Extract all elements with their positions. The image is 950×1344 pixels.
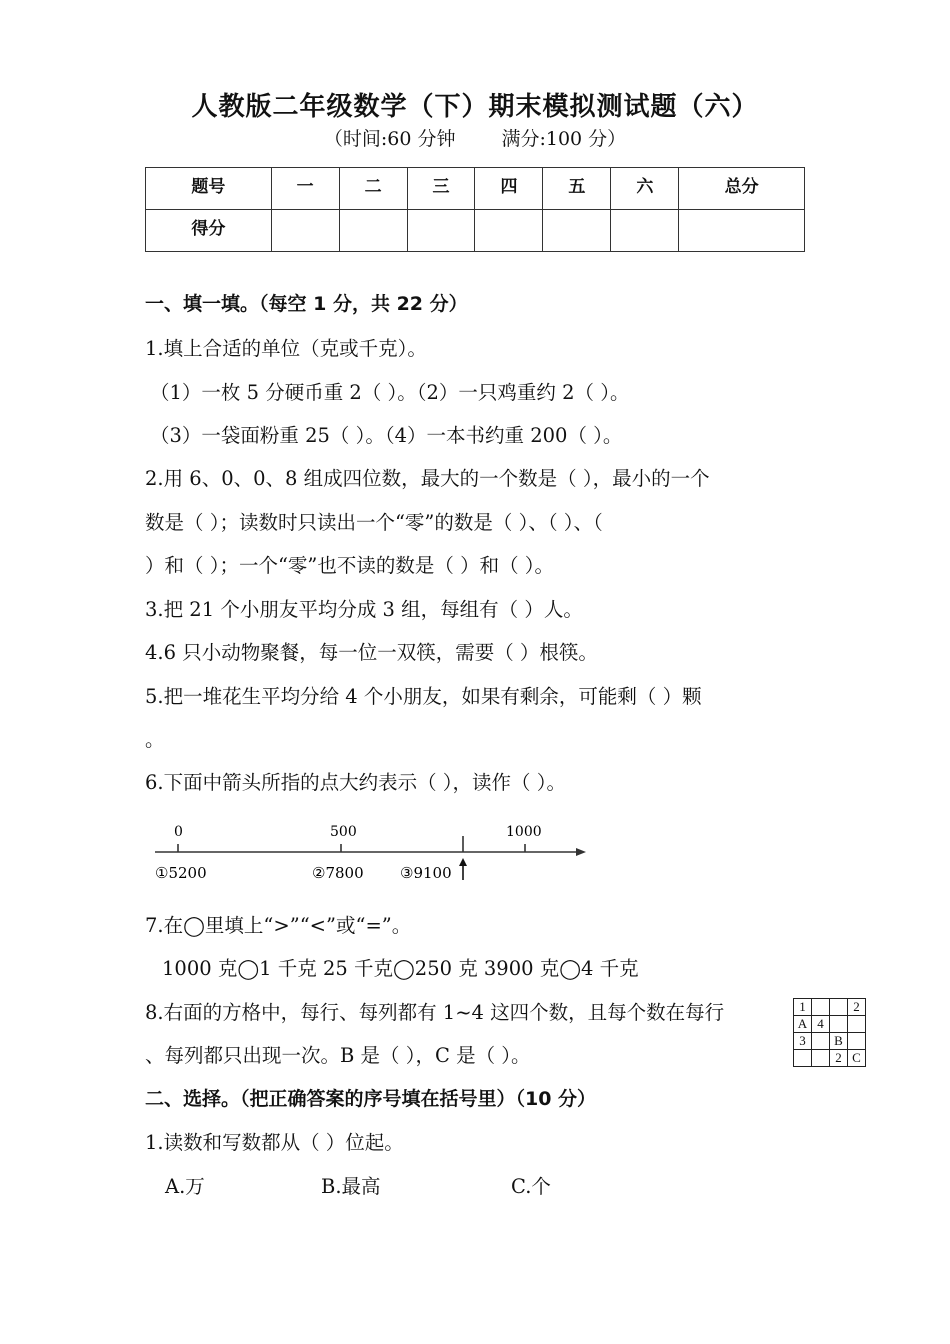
grid-cell xyxy=(830,999,848,1016)
tick-label-1000: 1000 xyxy=(506,824,542,840)
choice-c: C.个 xyxy=(511,1175,551,1198)
option-2-label: ②7800 xyxy=(312,864,364,882)
grid-row xyxy=(794,1050,866,1067)
score-header-cell: 题号 xyxy=(146,168,272,210)
grid-cell xyxy=(848,1016,866,1033)
tick-label-500: 500 xyxy=(330,824,357,840)
grid-cell xyxy=(812,999,830,1016)
number-line-figure xyxy=(150,818,600,888)
exam-info xyxy=(0,124,950,151)
score-table xyxy=(145,167,805,252)
score-row-label: 得分 xyxy=(146,210,272,252)
tick-label-0: 0 xyxy=(174,824,183,840)
section1-heading: 一、填一填。（每空 1 分，共 22 分） xyxy=(145,293,468,315)
grid-cell xyxy=(812,1050,830,1067)
question-1-part-b: （3）一袋面粉重 25（ ）。（4）一本书约重 200（ ）。 xyxy=(150,424,623,447)
grid-cell xyxy=(830,1016,848,1033)
grid-cell: C xyxy=(848,1050,866,1067)
score-input-cell[interactable] xyxy=(475,210,543,252)
question-5-line-2: 。 xyxy=(145,728,165,751)
grid-cell xyxy=(794,1050,812,1067)
grid-cell: 1 xyxy=(794,999,812,1016)
score-table-score-row xyxy=(146,210,805,252)
grid-cell: 2 xyxy=(848,999,866,1016)
number-grid xyxy=(793,998,866,1067)
exam-time: （时间:60 分钟 xyxy=(323,128,456,150)
score-header-cell: 一 xyxy=(271,168,339,210)
question-8-line-1: 8.右面的方格中，每行、每列都有 1~4 这四个数，且每个数在每行 xyxy=(145,1001,725,1024)
grid-row xyxy=(794,1033,866,1050)
question-7: 7.在◯里填上“>”“<”或“=”。 xyxy=(145,914,412,937)
score-table-header-row xyxy=(146,168,805,210)
section2-heading: 二、选择。（把正确答案的序号填在括号里）（10 分） xyxy=(145,1088,597,1110)
choice-a: A.万 xyxy=(165,1175,205,1198)
grid-cell xyxy=(848,1033,866,1050)
question-3: 3.把 21 个小朋友平均分成 3 组，每组有（ ）人。 xyxy=(145,598,583,621)
question-7-items: 1000 克◯1 千克 25 千克◯250 克 3900 克◯4 千克 xyxy=(162,957,639,980)
score-input-cell[interactable] xyxy=(543,210,611,252)
score-input-cell[interactable] xyxy=(339,210,407,252)
choice-b: B.最高 xyxy=(321,1175,381,1198)
question-1-part-a: （1）一枚 5 分硬币重 2（ ）。（2）一只鸡重约 2（ ）。 xyxy=(150,381,630,404)
grid-cell: B xyxy=(830,1033,848,1050)
question-1: 1.填上合适的单位（克或千克）。 xyxy=(145,337,427,360)
score-header-cell: 五 xyxy=(543,168,611,210)
score-input-cell[interactable] xyxy=(611,210,679,252)
question-2-line-3: ）和（ ）；一个“零”也不读的数是（ ）和（ ）。 xyxy=(145,554,555,577)
score-input-cell[interactable] xyxy=(407,210,475,252)
option-1-label: ①5200 xyxy=(155,864,207,882)
grid-cell: 2 xyxy=(830,1050,848,1067)
arrow-up-icon-head xyxy=(459,858,467,866)
score-header-cell: 六 xyxy=(611,168,679,210)
grid-cell: 3 xyxy=(794,1033,812,1050)
page-title: 人教版二年级数学（下）期末模拟测试题（六） xyxy=(191,92,759,122)
option-3-label: ③9100 xyxy=(400,864,452,882)
question-2-line-1: 2.用 6、0、0、8 组成四位数，最大的一个数是（ ），最小的一个 xyxy=(145,467,710,490)
number-line-arrowhead xyxy=(576,848,586,856)
grid-row xyxy=(794,1016,866,1033)
score-input-cell[interactable] xyxy=(679,210,805,252)
section2-question-1: 1.读数和写数都从（ ）位起。 xyxy=(145,1131,404,1154)
question-2-line-2: 数是（ ）；读数时只读出一个“零”的数是（ ）、（ ）、（ xyxy=(145,511,603,534)
question-4: 4.6 只小动物聚餐，每一位一双筷，需要（ ）根筷。 xyxy=(145,641,598,664)
score-header-cell: 总分 xyxy=(679,168,805,210)
grid-row xyxy=(794,999,866,1016)
question-8-line-2: 、每列都只出现一次。B 是（ ），C 是（ ）。 xyxy=(145,1044,531,1067)
question-5-line-1: 5.把一堆花生平均分给 4 个小朋友，如果有剩余，可能剩（ ）颗 xyxy=(145,685,702,708)
grid-cell: A xyxy=(794,1016,812,1033)
exam-full-score: 满分:100 分） xyxy=(501,128,627,150)
grid-cell: 4 xyxy=(812,1016,830,1033)
question-6: 6.下面中箭头所指的点大约表示（ ），读作（ ）。 xyxy=(145,771,567,794)
score-input-cell[interactable] xyxy=(271,210,339,252)
score-header-cell: 三 xyxy=(407,168,475,210)
grid-cell xyxy=(812,1033,830,1050)
score-header-cell: 二 xyxy=(339,168,407,210)
score-header-cell: 四 xyxy=(475,168,543,210)
